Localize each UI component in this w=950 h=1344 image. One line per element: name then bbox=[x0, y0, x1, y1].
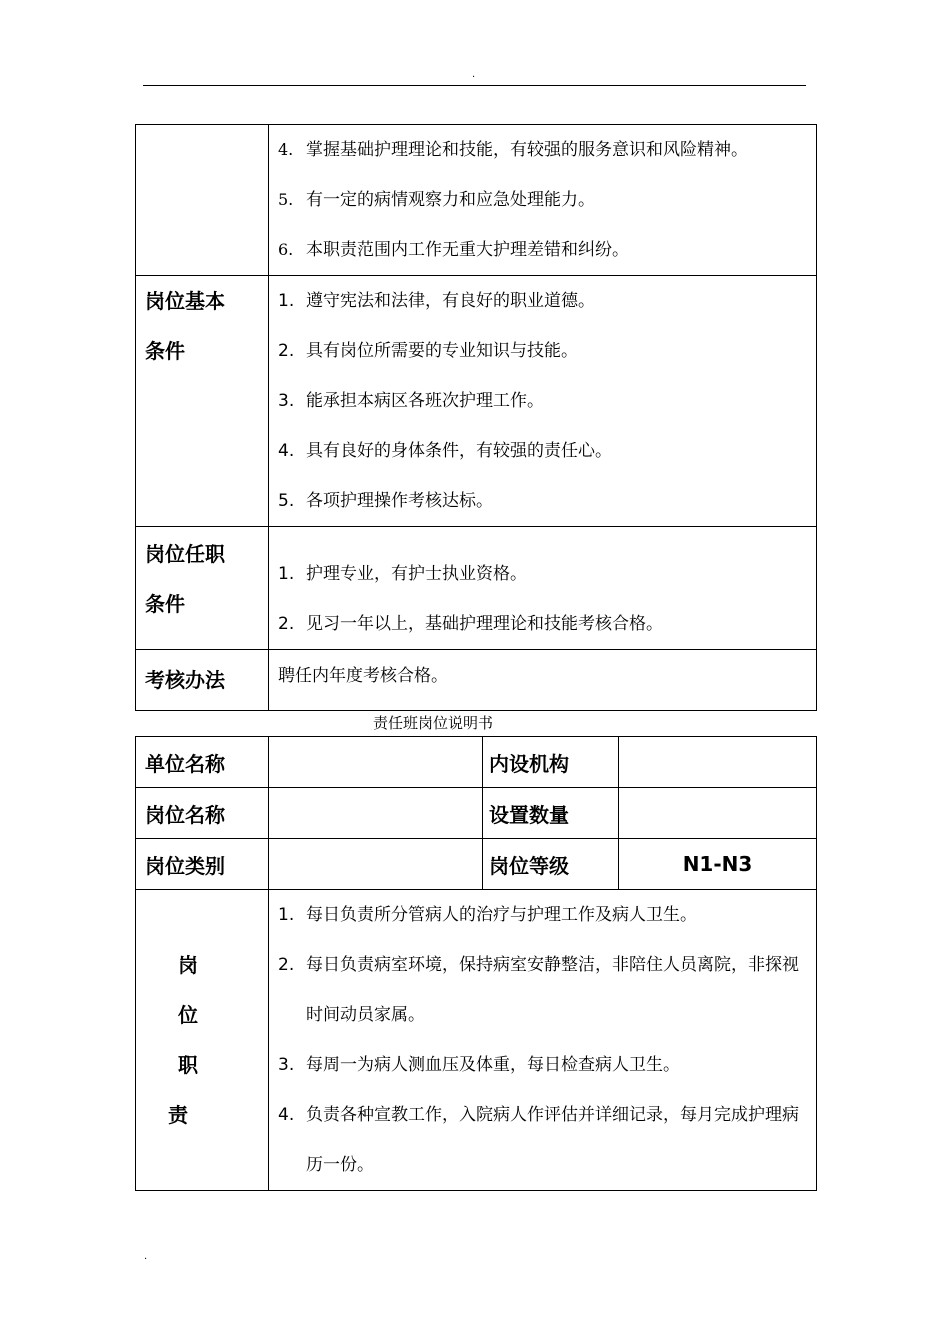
item-number: 1. bbox=[278, 564, 295, 584]
item-number: 2. bbox=[278, 341, 295, 361]
list-item bbox=[278, 175, 816, 225]
table-row bbox=[136, 890, 817, 1191]
table-row bbox=[136, 650, 817, 711]
list-item bbox=[278, 890, 810, 940]
table-row bbox=[136, 788, 817, 839]
category-value bbox=[269, 839, 483, 890]
table-row bbox=[136, 276, 817, 527]
duties-cell bbox=[269, 890, 817, 1191]
label-line: 岗位基本 bbox=[145, 289, 225, 313]
item-number: 1. bbox=[278, 905, 295, 925]
footer-dot: . bbox=[144, 1251, 148, 1262]
assessment-value: 聘任内年度考核合格。 bbox=[269, 650, 817, 711]
label-char: 位 bbox=[178, 1003, 198, 1027]
list-item bbox=[278, 1090, 810, 1190]
item-number: 4. bbox=[278, 140, 294, 159]
job-description-form bbox=[135, 736, 817, 1191]
continued-items-cell bbox=[269, 125, 817, 276]
item-number: 2. bbox=[278, 614, 295, 634]
item-text: 每日负责所分管病人的治疗与护理工作及病人卫生。 bbox=[306, 905, 697, 925]
grade-value: N1-N3 bbox=[619, 839, 817, 890]
item-text: 护理专业，有护士执业资格。 bbox=[306, 564, 527, 584]
basic-conditions-label bbox=[136, 276, 269, 527]
item-number: 3. bbox=[278, 391, 295, 411]
item-text: 能承担本病区各班次护理工作。 bbox=[306, 391, 544, 411]
list-item bbox=[278, 125, 816, 175]
item-text: 本职责范围内工作无重大护理差错和纠纷。 bbox=[306, 240, 629, 260]
item-text: 负责各种宣教工作，入院病人作评估并详细记录，每月完成护理病历一份。 bbox=[306, 1105, 799, 1175]
label-line: 岗位任职 bbox=[145, 542, 225, 566]
unit-name-value bbox=[269, 737, 483, 788]
item-number: 2. bbox=[278, 955, 295, 975]
qualification-cell bbox=[269, 527, 817, 650]
list-item bbox=[278, 276, 816, 326]
form-caption: 责任班岗位说明书 bbox=[373, 714, 494, 732]
unit-name-label: 单位名称 bbox=[136, 737, 269, 788]
item-text: 遵守宪法和法律，有良好的职业道德。 bbox=[306, 291, 595, 311]
item-text: 具有岗位所需要的专业知识与技能。 bbox=[306, 341, 578, 361]
category-label: 岗位类别 bbox=[136, 839, 269, 890]
duties-label bbox=[136, 890, 269, 1191]
item-text: 具有良好的身体条件，有较强的责任心。 bbox=[306, 441, 612, 461]
item-text: 见习一年以上，基础护理理论和技能考核合格。 bbox=[306, 614, 663, 634]
job-description-table-continued bbox=[135, 124, 817, 711]
item-number: 4. bbox=[278, 441, 295, 461]
list-item bbox=[278, 476, 816, 526]
basic-conditions-cell bbox=[269, 276, 817, 527]
position-name-label: 岗位名称 bbox=[136, 788, 269, 839]
label-line: 条件 bbox=[145, 339, 185, 363]
list-item bbox=[278, 599, 816, 649]
label-char: 职 bbox=[178, 1053, 198, 1077]
item-number: 5. bbox=[278, 190, 294, 209]
list-item bbox=[278, 426, 816, 476]
list-item bbox=[278, 326, 816, 376]
item-number: 6. bbox=[278, 240, 294, 259]
label-char: 责 bbox=[168, 1103, 188, 1127]
position-name-value bbox=[269, 788, 483, 839]
label-char: 岗 bbox=[178, 953, 198, 977]
item-number: 3. bbox=[278, 1055, 295, 1075]
item-text: 每周一为病人测血压及体重，每日检查病人卫生。 bbox=[306, 1055, 680, 1075]
list-item bbox=[278, 549, 816, 599]
item-text: 各项护理操作考核达标。 bbox=[306, 491, 493, 511]
item-number: 5. bbox=[278, 491, 295, 511]
list-item bbox=[278, 1040, 810, 1090]
item-text: 有一定的病情观察力和应急处理能力。 bbox=[306, 190, 595, 210]
item-text: 掌握基础护理理论和技能，有较强的服务意识和风险精神。 bbox=[306, 140, 748, 160]
table-row bbox=[136, 125, 817, 276]
quota-label: 设置数量 bbox=[483, 788, 619, 839]
item-number: 4. bbox=[278, 1105, 295, 1125]
table-row bbox=[136, 737, 817, 788]
item-text: 每日负责病室环境，保持病室安静整洁，非陪住人员离院，非探视时间动员家属。 bbox=[306, 955, 799, 1025]
qualification-label bbox=[136, 527, 269, 650]
list-item bbox=[278, 376, 816, 426]
list-item bbox=[278, 225, 816, 275]
internal-org-label: 内设机构 bbox=[483, 737, 619, 788]
list-item bbox=[278, 940, 810, 1040]
table-row bbox=[136, 839, 817, 890]
internal-org-value bbox=[619, 737, 817, 788]
assessment-label: 考核办法 bbox=[136, 650, 269, 711]
label-line: 条件 bbox=[145, 592, 185, 616]
item-number: 1. bbox=[278, 291, 295, 311]
header-rule bbox=[143, 85, 806, 86]
empty-label-cell bbox=[136, 125, 269, 276]
table-row bbox=[136, 527, 817, 650]
quota-value bbox=[619, 788, 817, 839]
header-dot: . bbox=[472, 69, 476, 80]
grade-label: 岗位等级 bbox=[483, 839, 619, 890]
